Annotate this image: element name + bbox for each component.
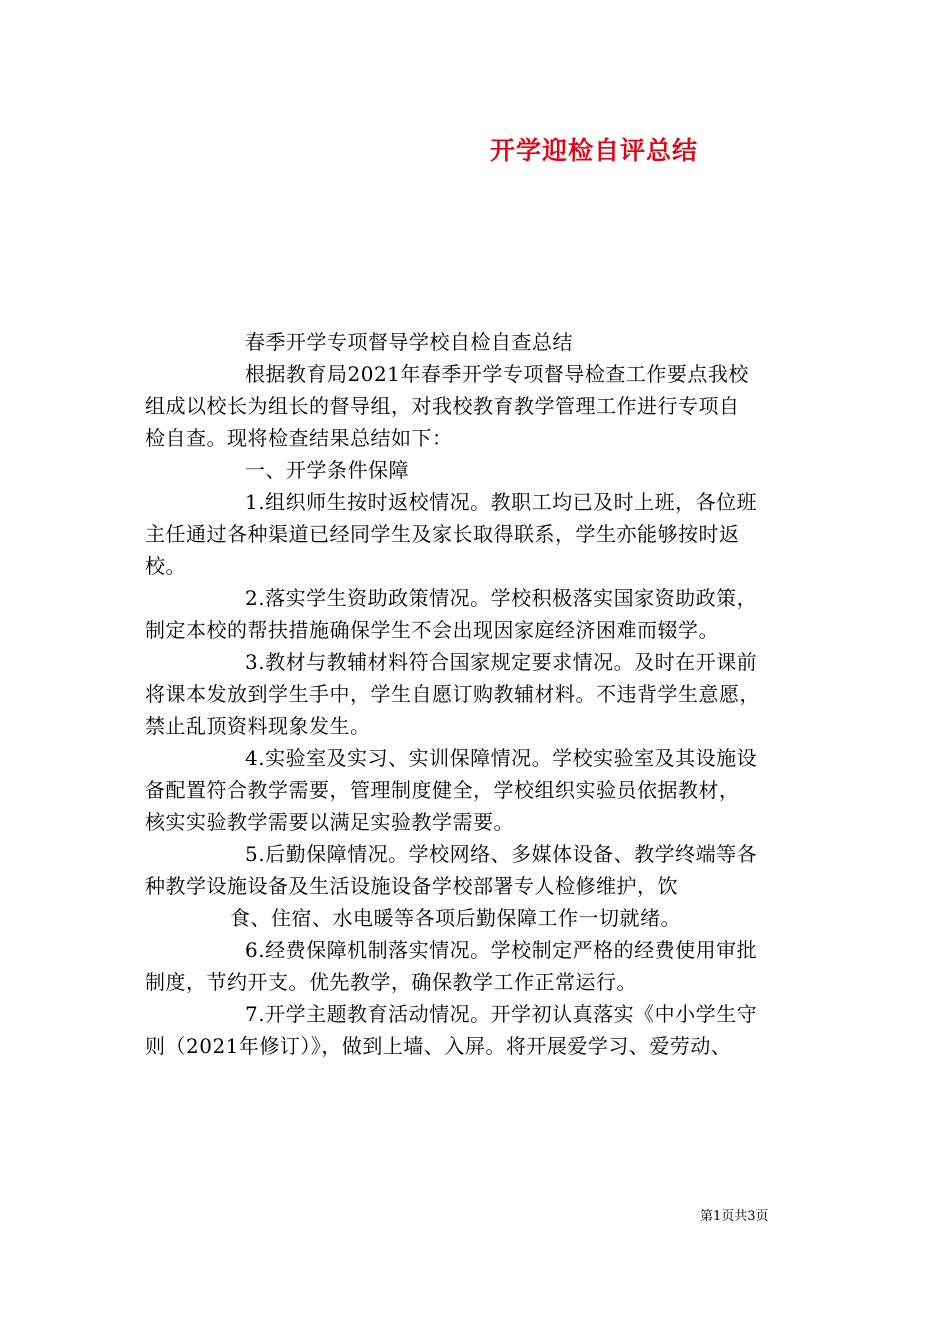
- paragraph-line: 检自查。现将检查结果总结如下：: [145, 426, 453, 450]
- paragraph-line: 校。: [145, 554, 186, 578]
- page-number: 第1页共3页: [700, 1209, 769, 1224]
- paragraph-line: 1.组织师生按时返校情况。教职工均已及时上班，各位班: [245, 490, 758, 514]
- paragraph-line: 6.经费保障机制落实情况。学校制定严格的经费使用审批: [245, 938, 758, 962]
- paragraph-line: 禁止乱顶资料现象发生。: [145, 714, 371, 738]
- paragraph-line: 5.后勤保障情况。学校网络、多媒体设备、教学终端等各: [245, 842, 758, 866]
- paragraph-line: 核实实验教学需要以满足实验教学需要。: [145, 810, 514, 834]
- paragraph-line: 种教学设施设备及生活设施设备学校部署专人检修维护，饮: [145, 874, 678, 898]
- paragraph-line: 3.教材与教辅材料符合国家规定要求情况。及时在开课前: [245, 650, 758, 674]
- paragraph-line: 7.开学主题教育活动情况。开学初认真落实《中小学生守: [245, 1002, 758, 1026]
- paragraph-line: 则（2021年修订）》，做到上墙、入屏。将开展爱学习、爱劳动、: [145, 1034, 732, 1058]
- paragraph-line: 根据教育局2021年春季开学专项督导检查工作要点我校: [245, 362, 749, 386]
- paragraph-line: 2.落实学生资助政策情况。学校积极落实国家资助政策，: [245, 586, 758, 610]
- paragraph-line: 主任通过各种渠道已经同学生及家长取得联系，学生亦能够按时返: [145, 522, 740, 546]
- document-body: [145, 326, 813, 1062]
- paragraph-line: 制定本校的帮扶措施确保学生不会出现因家庭经济困难而辍学。: [145, 618, 719, 642]
- subtitle-line: 春季开学专项督导学校自检自查总结: [245, 330, 573, 354]
- section-heading: 一、开学条件保障: [245, 458, 409, 482]
- paragraph-line: 组成以校长为组长的督导组，对我校教育教学管理工作进行专项自: [145, 394, 740, 418]
- paragraph-line: 将课本发放到学生手中，学生自愿订购教辅材料。不违背学生意愿，: [145, 682, 760, 706]
- paragraph-line: 食、住宿、水电暖等各项后勤保障工作一切就绪。: [230, 906, 681, 930]
- document-title: 开学迎检自评总结: [490, 136, 699, 165]
- paragraph-line: 制度，节约开支。优先教学，确保教学工作正常运行。: [145, 970, 637, 994]
- paragraph-line: 备配置符合教学需要，管理制度健全，学校组织实验员依据教材，: [145, 778, 740, 802]
- paragraph-line: 4.实验室及实习、实训保障情况。学校实验室及其设施设: [245, 746, 758, 770]
